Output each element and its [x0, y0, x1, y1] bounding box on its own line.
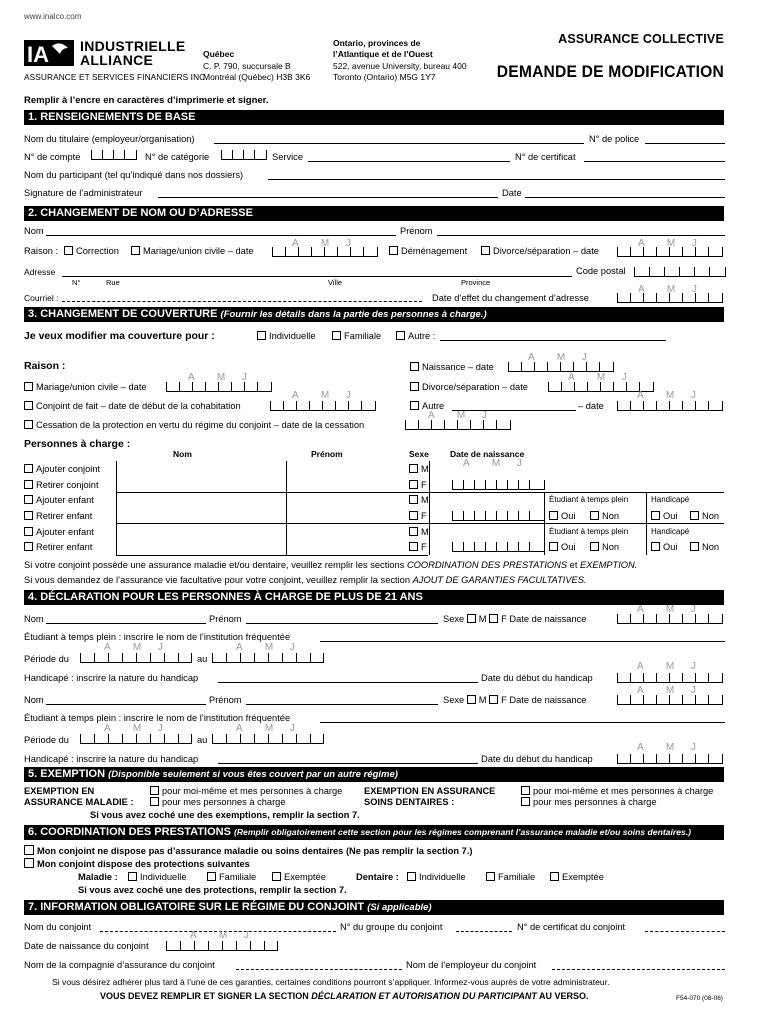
s3-autre-option[interactable]: Autre : — [396, 331, 435, 341]
checkbox-icon — [409, 511, 418, 520]
s4a-periode-label: Période du — [24, 654, 69, 664]
dep-birth-1[interactable] — [452, 480, 545, 490]
s2-correction-label: Correction — [76, 246, 119, 256]
s4a-handicape-label: Handicapé : inscrire la nature du handicap — [24, 673, 199, 683]
date-hint: A M J — [637, 604, 696, 615]
s4a-etudiant-label: Étudiant à temps plein : inscrire le nom de l’institution fréquentée — [24, 632, 291, 642]
s4b-prenom-label: Prénom — [209, 695, 242, 705]
checkbox-icon — [521, 797, 530, 806]
s2-mariage-label: Mariage/union civile – date — [143, 246, 254, 256]
checkbox-icon — [150, 797, 159, 806]
s2-nom-field[interactable] — [46, 235, 396, 236]
checkbox-icon — [590, 542, 599, 551]
s6-option-2[interactable]: Mon conjoint dispose des protections suivantes — [24, 858, 250, 869]
checkbox-icon — [128, 872, 137, 881]
section-3-title: 3. CHANGEMENT DE COUVERTURE (Fournir les détails dans la partie des personnes à charge.) — [24, 307, 724, 322]
s4b-periode-label: Période du — [24, 735, 69, 745]
s4a-etudiant-field[interactable] — [320, 641, 725, 642]
s4a-sexe[interactable]: Sexe M F Date de naissance — [443, 614, 587, 624]
checkbox-icon — [409, 527, 418, 536]
s4a-au-label: au — [197, 654, 208, 664]
compte-boxes[interactable] — [91, 150, 137, 160]
s3-autre-field[interactable] — [440, 340, 666, 341]
company-logo — [24, 38, 208, 84]
participant-label: Nom du participant (tel qu’indiqué dans nos dossiers) — [24, 170, 244, 180]
compte-label: N° de compte — [24, 152, 81, 162]
s3-mariage-option[interactable]: Mariage/union civile – date — [24, 382, 147, 392]
date-hint: A M J — [428, 410, 487, 421]
s5-dentaire-moi[interactable]: pour moi-même et mes personnes à charge — [521, 786, 713, 796]
dep-birth-3[interactable] — [452, 542, 545, 552]
date-hint: A M J — [104, 723, 163, 734]
ontario-address-2: Toronto (Ontario) M5G 1Y7 — [333, 72, 436, 82]
s2-code-postal-label: Code postal — [576, 266, 626, 276]
dep-etudiant-label-1: Étudiant à temps plein — [549, 495, 629, 504]
checkbox-icon — [131, 246, 140, 255]
dep-row-1[interactable]: Ajouter conjoint — [24, 464, 100, 474]
date-hint: A M J — [638, 238, 697, 249]
checkbox-icon — [207, 872, 216, 881]
date-hint: A M J — [292, 390, 351, 401]
date-hint: A M J — [188, 372, 247, 383]
s5-dentaire-label-1: EXEMPTION EN ASSURANCE — [364, 786, 496, 796]
logo-name-line2: ALLIANCE — [80, 52, 154, 68]
checkbox-icon — [272, 872, 281, 881]
s4b-handicape-field[interactable] — [218, 763, 478, 764]
dep-sex-5[interactable]: M — [409, 527, 429, 537]
dep-sex-2[interactable]: F — [409, 480, 427, 490]
section-5-title: 5. EXEMPTION (Disponible seulement si vous êtes couvert par un autre régime) — [24, 767, 724, 782]
date-hint: A M J — [568, 372, 627, 383]
quebec-address-2: Montréal (Québec) H3B 3K6 — [203, 72, 311, 82]
checkbox-icon — [150, 786, 159, 795]
checkbox-icon — [24, 382, 33, 391]
footer-note: Si vous désirez adhérer plus tard à l’une de ces garanties, certaines conditions pourront s’appliquer. Informez-vous auprès de votre administrateur. — [52, 977, 610, 987]
s6-dentaire-label: Dentaire : — [356, 872, 399, 882]
checkbox-icon — [24, 420, 33, 429]
s4a-handicape-field[interactable] — [218, 682, 478, 683]
s5-dentaire-pers[interactable]: pour mes personnes à charge — [521, 797, 657, 807]
logo-name-line1: INDUSTRIELLE — [80, 38, 186, 54]
s2-adresse-field[interactable] — [62, 276, 572, 277]
s7-naissance-label: Date de naissance du conjoint — [24, 941, 149, 951]
dep-etudiant-non-1[interactable]: Non — [590, 511, 619, 521]
s4a-debut-date[interactable] — [617, 673, 723, 683]
dependents-table — [24, 461, 724, 555]
s6-maladie-label: Maladie : — [78, 872, 118, 882]
checkbox-icon — [64, 246, 73, 255]
s4b-prenom-field[interactable] — [246, 704, 438, 705]
checkbox-icon — [389, 246, 398, 255]
checkbox-icon — [651, 542, 660, 551]
date-hint: A M J — [637, 685, 696, 696]
checkbox-icon — [332, 331, 341, 340]
date-hint: A M J — [638, 284, 697, 295]
ontario-address-1: 522, avenue University, bureau 400 — [333, 61, 467, 71]
s7-employeur-label: Nom de l’employeur du conjoint — [406, 960, 537, 970]
dep-row-5[interactable]: Ajouter enfant — [24, 527, 94, 537]
dep-etudiant-oui-2[interactable]: Oui — [549, 542, 575, 552]
s2-date-effet-label: Date d’effet du changement d’adresse — [432, 293, 589, 303]
dep-handicape-non-2[interactable]: Non — [690, 542, 719, 552]
dep-row-4[interactable]: Retirer enfant — [24, 511, 92, 521]
checkbox-icon — [409, 480, 418, 489]
s3-conjoint-date[interactable] — [270, 401, 376, 411]
s4b-periode-from[interactable] — [80, 734, 192, 744]
checkbox-icon — [489, 695, 498, 704]
s2-rue-caption: Rue — [106, 278, 120, 287]
s2-province-caption: Province — [461, 278, 491, 287]
dep-sex-6[interactable]: F — [409, 542, 427, 552]
checkbox-icon — [24, 542, 33, 551]
s7-naissance-date[interactable] — [166, 941, 278, 951]
checkbox-icon — [24, 480, 33, 489]
s3-note-2: Si vous demandez de l’assurance vie facultative pour votre conjoint, veuillez remplir la section AJOUT DE GARANTIES FACULTATIVES. — [24, 575, 587, 585]
s2-prenom-label: Prénom — [400, 226, 433, 236]
s2-nom-label: Nom — [24, 226, 44, 236]
form-title: DEMANDE DE MODIFICATION — [496, 62, 724, 81]
s3-cessation-date[interactable] — [405, 420, 511, 430]
dep-handicape-oui-1[interactable]: Oui — [651, 511, 677, 521]
s6-maladie-familiale[interactable]: Familiale — [207, 872, 256, 882]
section-1-title: 1. RENSEIGNEMENTS DE BASE — [24, 110, 724, 125]
s4b-periode-to[interactable] — [212, 734, 324, 744]
s3-individuelle-option[interactable]: Individuelle — [257, 331, 316, 341]
footer-instruction: VOUS DEVEZ REMPLIR ET SIGNER LA SECTION DÉCLARATION ET AUTORISATION DU PARTICIPANT AU VERSO. — [100, 991, 589, 1001]
date-hint: A M J — [637, 742, 696, 753]
s3-veux-label: Je veux modifier ma couverture pour : — [24, 330, 215, 342]
police-label: N° de police — [589, 134, 640, 144]
logo-tagline: ASSURANCE ET SERVICES FINANCIERS INC. — [24, 72, 208, 82]
s2-divorce-date[interactable] — [617, 247, 723, 257]
s4b-naissance-date[interactable] — [617, 695, 723, 705]
form-code: F54-070 (08-06) — [676, 995, 723, 1002]
s6-maladie-exemptee[interactable]: Exemptée — [272, 872, 326, 882]
s2-adresse-label: Adresse — [24, 267, 56, 277]
s7-certificat-label: N° de certificat du conjoint — [517, 922, 626, 932]
dep-row-2[interactable]: Retirer conjoint — [24, 480, 99, 490]
svg-text:IA: IA — [27, 42, 49, 67]
section-2-title: 2. CHANGEMENT DE NOM OU D’ADRESSE — [24, 206, 724, 221]
checkbox-icon — [651, 511, 660, 520]
s4b-nom-field[interactable] — [46, 704, 206, 705]
s7-groupe-label: N° du groupe du conjoint — [340, 922, 443, 932]
signature-field[interactable] — [158, 197, 498, 198]
service-label: Service — [272, 152, 304, 162]
s2-divorce-option[interactable] — [481, 246, 599, 256]
s6-note: Si vous avez coché une des protections, remplir la section 7. — [78, 885, 347, 895]
dep-handicape-oui-2[interactable]: Oui — [651, 542, 677, 552]
s4b-nom-label: Nom — [24, 695, 44, 705]
checkbox-icon — [481, 246, 490, 255]
s3-naissance-option[interactable]: Naissance – date — [410, 362, 494, 372]
signature-label: Signature de l’administrateur — [24, 188, 143, 198]
titulaire-field[interactable] — [214, 143, 584, 144]
section-4-title: 4. DÉCLARATION POUR LES PERSONNES À CHARGE DE PLUS DE 21 ANS — [24, 590, 724, 605]
s4b-handicape-label: Handicapé : inscrire la nature du handicap — [24, 754, 199, 764]
s4a-debut-label: Date du début du handicap — [481, 673, 593, 683]
dep-sex-4[interactable]: F — [409, 511, 427, 521]
dep-sex-3[interactable]: M — [409, 495, 429, 505]
s3-cessation-option[interactable]: Cessation de la protection en vertu du régime du conjoint – date de la cessation — [24, 420, 364, 430]
date-hint: A M J — [637, 661, 696, 672]
checkbox-icon — [396, 331, 405, 340]
checkbox-icon — [24, 464, 33, 473]
s4b-debut-date[interactable] — [617, 754, 723, 764]
s4a-naissance-date[interactable] — [617, 614, 723, 624]
s3-raison-label: Raison : — [24, 360, 66, 372]
checkbox-icon — [690, 542, 699, 551]
participant-field[interactable] — [268, 179, 725, 180]
s6-dentaire-exemptee[interactable]: Exemptée — [550, 872, 604, 882]
checkbox-icon — [550, 872, 559, 881]
checkbox-icon — [549, 511, 558, 520]
s6-dentaire-familiale[interactable]: Familiale — [486, 872, 535, 882]
checkbox-icon — [24, 511, 33, 520]
dep-handicape-label-2: Handicapé — [651, 527, 690, 536]
checkbox-icon — [409, 464, 418, 473]
checkbox-icon — [409, 542, 418, 551]
s4a-nom-label: Nom — [24, 614, 44, 624]
dep-etudiant-label-2: Étudiant à temps plein — [549, 527, 629, 536]
signature-date-field[interactable] — [525, 197, 725, 198]
s3-mariage-date[interactable] — [166, 382, 272, 392]
dep-etudiant-oui-1[interactable]: Oui — [549, 511, 575, 521]
quebec-title: Québec — [203, 49, 235, 59]
s4b-debut-label: Date du début du handicap — [481, 754, 593, 764]
s3-personnes-label: Personnes à charge : — [24, 438, 131, 450]
date-hint: A M J — [190, 930, 249, 941]
s2-code-postal-boxes[interactable] — [634, 267, 726, 277]
date-hint: A M J — [104, 642, 163, 653]
s3-autre2-option[interactable]: Autre — [410, 401, 444, 411]
checkbox-icon — [590, 511, 599, 520]
s2-raison-label: Raison : — [24, 246, 59, 256]
s7-certificat-field[interactable] — [645, 931, 725, 932]
s2-divorce-label: Divorce/séparation – date — [493, 246, 599, 256]
fill-instruction: Remplir à l’encre en caractères d’imprimerie et signer. — [24, 95, 269, 106]
s3-naissance-date[interactable] — [508, 362, 614, 372]
s6-dentaire-individuelle[interactable]: Individuelle — [407, 872, 466, 882]
s5-maladie-moi[interactable]: pour moi-même et mes personnes à charge — [150, 786, 342, 796]
s7-compagnie-field[interactable] — [236, 969, 402, 970]
s2-no-caption: N° — [72, 278, 81, 287]
date-hint: A M J — [236, 642, 295, 653]
dep-row-6[interactable]: Retirer enfant — [24, 542, 92, 552]
s3-col-nom: Nom — [173, 449, 192, 459]
s2-correction-option[interactable] — [64, 246, 119, 256]
date-hint: A M J — [528, 352, 587, 363]
s2-courriel-label: Courriel : — [24, 293, 59, 303]
s4b-sexe[interactable]: Sexe M F Date de naissance — [443, 695, 587, 705]
checkbox-icon — [690, 511, 699, 520]
s3-familiale-option[interactable]: Familiale — [332, 331, 381, 341]
s3-autre2-date-label: – date — [578, 401, 604, 411]
s2-ville-caption: Ville — [328, 278, 343, 287]
titulaire-label: Nom du titulaire (employeur/organisation) — [24, 134, 195, 144]
s3-col-sexe: Sexe — [409, 449, 429, 459]
checkbox-icon — [486, 872, 495, 881]
form-category: ASSURANCE COLLECTIVE — [558, 32, 724, 46]
checkbox-icon — [467, 695, 476, 704]
signature-date-label: Date — [502, 188, 522, 198]
checkbox-icon — [24, 858, 34, 868]
s5-maladie-pers[interactable]: pour mes personnes à charge — [150, 797, 286, 807]
date-hint: A M J — [637, 390, 696, 401]
s2-mariage-date[interactable] — [272, 247, 378, 257]
police-field[interactable] — [645, 143, 725, 144]
s2-demenagement-label: Déménagement — [401, 246, 468, 256]
s5-maladie-label-1: EXEMPTION EN — [24, 786, 95, 796]
website-url: www.inalco.com — [24, 12, 82, 21]
dep-birth-2[interactable] — [452, 511, 545, 521]
s3-note-1: Si votre conjoint possède une assurance maladie et/ou dentaire, veuillez remplir les sections COORDINATION DES PRESTATIONS et EXEMPTION. — [24, 560, 638, 570]
s4b-etudiant-label: Étudiant à temps plein : inscrire le nom de l’institution fréquentée — [24, 713, 291, 723]
ontario-title-2: l’Atlantique et de l’Ouest — [333, 49, 433, 59]
s4a-prenom-label: Prénom — [209, 614, 242, 624]
checkbox-icon — [257, 331, 266, 340]
dep-row-3[interactable]: Ajouter enfant — [24, 495, 94, 505]
s7-groupe-field[interactable] — [456, 931, 512, 932]
s2-demenagement-option[interactable] — [389, 246, 467, 256]
section-6-title: 6. COORDINATION DES PRESTATIONS (Remplir obligatoirement cette section pour les régimes comprenant l’assurance maladie et/ou soins dentaires.) — [24, 825, 724, 840]
s6-maladie-individuelle[interactable]: Individuelle — [128, 872, 187, 882]
s5-maladie-label-2: ASSURANCE MALADIE : — [24, 797, 134, 807]
checkbox-icon — [410, 401, 419, 410]
checkbox-icon — [467, 614, 476, 623]
date-hint: A M J — [292, 238, 351, 249]
s4a-periode-to[interactable] — [212, 653, 324, 663]
s2-date-effet-boxes[interactable] — [617, 293, 723, 303]
service-field[interactable] — [308, 161, 510, 162]
checkbox-icon — [489, 614, 498, 623]
checkbox-icon — [407, 872, 416, 881]
s4a-nom-field[interactable] — [46, 623, 206, 624]
checkbox-icon — [24, 495, 33, 504]
categorie-boxes[interactable] — [221, 150, 267, 160]
categorie-label: N° de catégorie — [145, 152, 210, 162]
checkbox-icon — [410, 362, 419, 371]
checkbox-icon — [24, 845, 34, 855]
section-7-title: 7. INFORMATION OBLIGATOIRE SUR LE RÉGIME DU CONJOINT (Si applicable) — [24, 900, 724, 915]
s3-conjoint-option[interactable]: Conjoint de fait – date de début de la cohabitation — [24, 401, 241, 411]
dep-handicape-non-1[interactable]: Non — [690, 511, 719, 521]
s7-nom-label: Nom du conjoint — [24, 922, 92, 932]
s7-employeur-field[interactable] — [552, 969, 725, 970]
s2-courriel-field[interactable] — [62, 301, 422, 302]
dep-etudiant-non-2[interactable]: Non — [590, 542, 619, 552]
s3-divorce-option[interactable]: Divorce/séparation – date — [410, 382, 528, 392]
s6-option-1[interactable]: Mon conjoint ne dispose pas d’assurance maladie ou soins dentaires (Ne pas remplir la section 7.) — [24, 845, 473, 856]
dep-sex-1[interactable]: M — [409, 464, 429, 474]
checkbox-icon — [410, 382, 419, 391]
s4a-periode-from[interactable] — [80, 653, 192, 663]
checkbox-icon — [409, 495, 418, 504]
ontario-title-1: Ontario, provinces de — [333, 38, 421, 48]
date-hint: A M J — [463, 458, 522, 469]
checkbox-icon — [24, 527, 33, 536]
s5-dentaire-label-2: SOINS DENTAIRES : — [364, 797, 455, 807]
checkbox-icon — [549, 542, 558, 551]
s3-col-naissance: Date de naissance — [450, 449, 525, 459]
s5-note: Si vous avez coché une des exemptions, remplir la section 7. — [90, 810, 360, 820]
certificat-field[interactable] — [584, 161, 725, 162]
date-hint: A M J — [236, 723, 295, 734]
checkbox-icon — [521, 786, 530, 795]
checkbox-icon — [24, 401, 33, 410]
s4b-etudiant-field[interactable] — [320, 722, 725, 723]
s3-col-prenom: Prénom — [311, 449, 343, 459]
quebec-address-1: C. P. 790, succursale B — [203, 61, 291, 71]
s3-autre2-date[interactable] — [617, 401, 723, 411]
s4b-au-label: au — [197, 735, 208, 745]
dep-handicape-label-1: Handicapé — [651, 495, 690, 504]
s2-prenom-field[interactable] — [437, 235, 725, 236]
s4a-prenom-field[interactable] — [246, 623, 438, 624]
ia-logo-icon — [24, 38, 76, 68]
s2-mariage-option[interactable] — [131, 246, 254, 256]
certificat-label: N° de certificat — [515, 152, 576, 162]
s7-compagnie-label: Nom de la compagnie d’assurance du conjoint — [24, 960, 215, 970]
